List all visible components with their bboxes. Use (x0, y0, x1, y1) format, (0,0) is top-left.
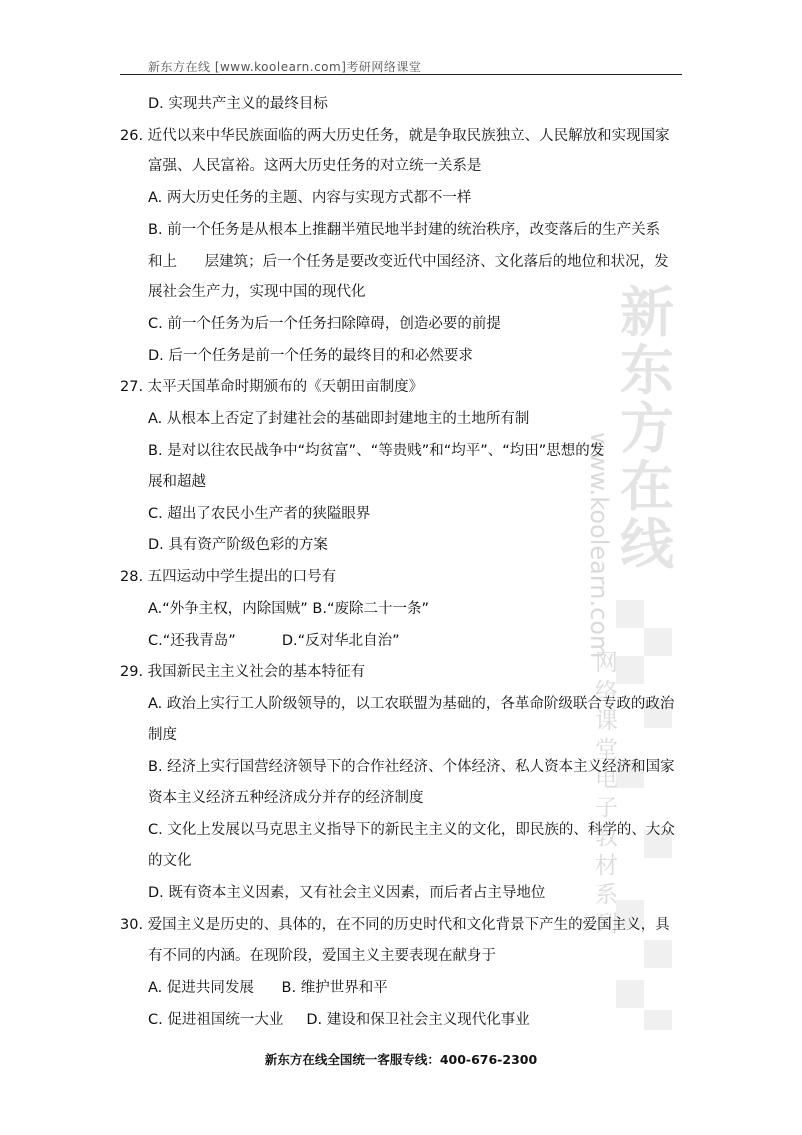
watermark-tile (616, 980, 644, 1008)
text-line: 的文化 (148, 853, 192, 869)
text-line: 富强、人民富裕。这两大历史任务的对立统一关系是 (148, 158, 482, 174)
watermark-tile (644, 940, 672, 968)
text-line: C. 超出了农民小生产者的狭隘眼界 (148, 506, 371, 522)
text-line: A. 从根本上否定了封建社会的基础即封建地主的土地所有制 (148, 411, 530, 427)
text-line: A. 政治上实行工人阶级领导的，以工农联盟为基础的，各革命阶级联合专政的政治 (148, 696, 675, 712)
text-line: 制度 (148, 727, 177, 743)
text-line: 29. 我国新民主主义社会的基本特征有 (120, 664, 366, 680)
text-line: 26. 近代以来中华民族面临的两大历史任务，就是争取民族独立、人民解放和实现国家 (120, 128, 670, 144)
watermark-tile (616, 600, 644, 628)
text-line: B. 是对以往农民战争中“均贫富”、“等贵贱”和“均平”、“均田”思想的发 (148, 443, 605, 459)
text-line: B. 经济上实行国营经济领导下的合作社经济、个体经济、私人资本主义经济和国家 (148, 759, 675, 775)
text-line: 有不同的内涵。在现阶段，爱国主义主要表现在献身于 (148, 948, 496, 964)
page-header: 新东方在线 [www.koolearn.com]考研网络课堂 (148, 60, 422, 74)
text-line: C. 促进祖国统一大业 D. 建设和保卫社会主义现代化事业 (148, 1012, 530, 1028)
text-line: A. 促进共同发展 B. 维护世界和平 (148, 980, 388, 996)
text-line: 28. 五四运动中学生提出的口号有 (120, 569, 337, 585)
watermark-tagline: 网络课堂电子教材系列 (591, 650, 617, 940)
text-line: 和上 层建筑；后一个任务是要改变近代中国经济、文化落后的地位和状况，发 (148, 254, 669, 270)
watermark-char: 方 (620, 396, 674, 460)
header-divider (120, 74, 682, 75)
watermark-url: www.koolearn.com (585, 432, 613, 659)
watermark-char: 在 (620, 454, 674, 518)
text-line: 27. 太平天国革命时期颁布的《天朝田亩制度》 (120, 379, 424, 395)
text-line: D. 实现共产主义的最终目标 (148, 96, 328, 112)
text-line: 展和超越 (148, 474, 206, 490)
text-line: C. 前一个任务为后一个任务扫除障碍，创造必要的前提 (148, 316, 501, 332)
text-line: D. 既有资本主义因素，又有社会主义因素，而后者占主导地位 (148, 885, 546, 901)
text-line: B. 前一个任务是从根本上推翻半殖民地半封建的统治秩序，改变落后的生产关系 (148, 222, 661, 238)
text-line: 资本主义经济五种经济成分并存的经济制度 (148, 790, 424, 806)
text-line: C. 文化上发展以马克思主义指导下的新民主主义的文化，即民族的、科学的、大众 (148, 822, 675, 838)
text-line: 展社会生产力，实现中国的现代化 (148, 284, 366, 300)
text-line: A. 两大历史任务的主题、内容与实现方式都不一样 (148, 190, 472, 206)
watermark-char: 东 (620, 338, 674, 402)
text-line: C.“还我青岛” D.“反对华北自治” (148, 633, 400, 649)
watermark-char: 线 (620, 512, 674, 576)
text-line: D. 具有资产阶级色彩的方案 (148, 537, 328, 553)
watermark-char: 新 (620, 280, 674, 344)
watermark-tile (644, 628, 672, 656)
watermark-tile (644, 1010, 672, 1030)
text-line: A.“外争主权，内除国贼” B.“废除二十一条” (148, 601, 429, 617)
page-footer: 新东方在线全国统一客服专线：400-676-2300 (264, 1052, 538, 1067)
text-line: D. 后一个任务是前一个任务的最终目的和必然要求 (148, 348, 473, 364)
text-line: 30. 爱国主义是历史的、具体的，在不同的历史时代和文化背景下产生的爱国主义，具 (120, 917, 670, 933)
